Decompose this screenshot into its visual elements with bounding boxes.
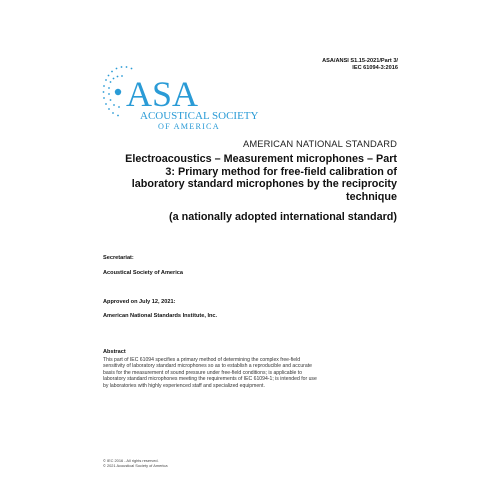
abstract-line: This part of IEC 61094 specifies a primary method of determining the complex free-field xyxy=(103,357,301,363)
logo-society-region: OF AMERICA xyxy=(158,122,220,131)
abstract-line: basis for the measurement of sound pressure under free-field conditions; is applicable to xyxy=(103,369,303,376)
abstract-body xyxy=(103,357,399,389)
approval-label: Approved on July 12, 2021: xyxy=(103,299,176,305)
abstract-line: by laboratories with highly experienced staff and specialized equipment. xyxy=(103,382,265,389)
asa-logo xyxy=(96,62,266,134)
approval-value: American National Standards Institute, Inc. xyxy=(103,313,218,319)
secretariat-label: Secretariat: xyxy=(103,255,134,261)
title-line: 3: Primary method for free-field calibration of xyxy=(165,165,397,178)
asa-logo-graphic xyxy=(96,62,266,134)
logo-letters: ASA xyxy=(126,74,199,114)
document-title xyxy=(97,153,397,203)
standard-designation xyxy=(322,58,398,72)
title-line: technique xyxy=(346,190,397,203)
standard-id-iec: IEC 61094-3:2016 xyxy=(352,65,398,71)
abstract-line: sensitivity of laboratory standard microphones so as to establish a reproducible and accurate xyxy=(103,363,312,370)
copyright-iec: © IEC 2016 - All rights reserved. xyxy=(103,458,159,463)
title-line: Electroacoustics – Measurement microphones – Part xyxy=(125,153,397,165)
document-subtitle: (a nationally adopted international standard) xyxy=(169,211,397,223)
title-line: laboratory standard microphones by the reciprocity xyxy=(131,178,397,190)
logo-society-name: ACOUSTICAL SOCIETY xyxy=(140,110,259,122)
abstract-heading: Abstract xyxy=(103,349,126,355)
copyright-asa: © 2021 Acoustical Society of America xyxy=(103,463,168,468)
abstract-line: laboratory standard microphones meeting the requirements of IEC 61094-1; is intended for use xyxy=(103,376,317,383)
secretariat-value: Acoustical Society of America xyxy=(103,270,183,276)
copyright-footer xyxy=(103,458,168,468)
document-category: AMERICAN NATIONAL STANDARD xyxy=(242,138,397,149)
standard-id-asa: ASA/ANSI S1.15-2021/Part 3/ xyxy=(322,58,398,64)
